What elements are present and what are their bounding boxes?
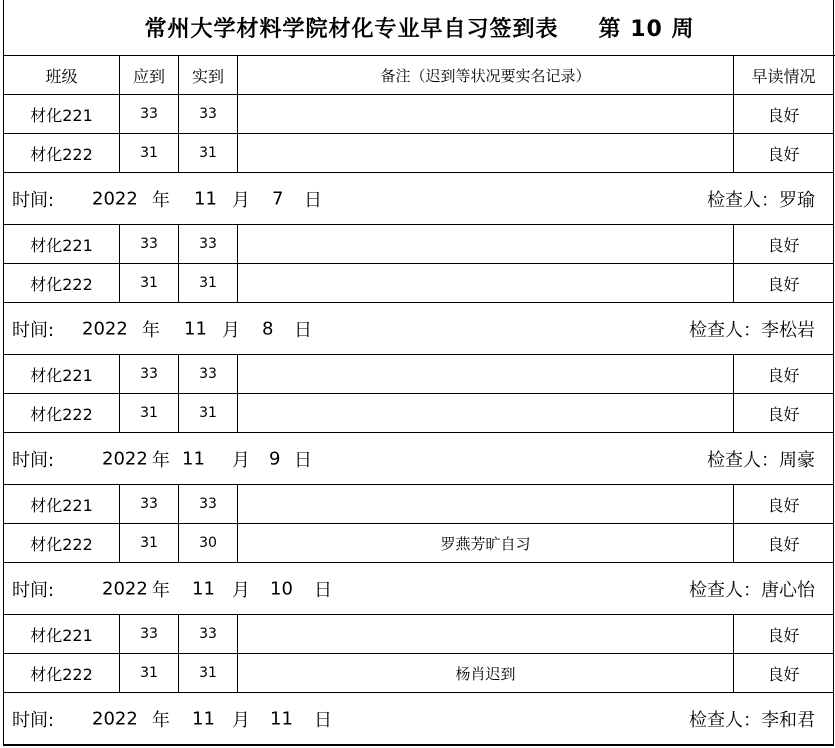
note-cell: 罗燕芳旷自习 bbox=[238, 524, 734, 562]
reading-cell: 良好 bbox=[767, 534, 800, 554]
due-cell: 31 bbox=[120, 654, 179, 692]
date-row bbox=[4, 173, 833, 225]
date-year: 2022 bbox=[102, 578, 148, 599]
date-day: 10 bbox=[270, 578, 293, 599]
due-cell: 33 bbox=[120, 225, 179, 263]
actual-cell: 30 bbox=[179, 524, 238, 562]
date-label: 时间: bbox=[12, 579, 55, 601]
table-row bbox=[4, 225, 833, 264]
date-month: 11 bbox=[192, 708, 215, 729]
table-row bbox=[4, 134, 833, 173]
date-year-unit: 年 bbox=[142, 319, 160, 341]
class-cell: 材化222 bbox=[4, 524, 120, 562]
reading-cell: 良好 bbox=[767, 365, 800, 385]
date-label: 时间: bbox=[12, 449, 55, 471]
sign-in-sheet bbox=[3, 0, 834, 746]
note-cell bbox=[238, 225, 734, 263]
date-year-unit: 年 bbox=[152, 709, 170, 731]
table-row bbox=[4, 355, 833, 394]
actual-cell: 33 bbox=[179, 355, 238, 393]
table-row bbox=[4, 95, 833, 134]
date-year-unit: 年 bbox=[152, 579, 170, 601]
actual-cell: 33 bbox=[179, 95, 238, 133]
date-month: 11 bbox=[194, 188, 217, 209]
due-cell: 33 bbox=[120, 355, 179, 393]
class-cell: 材化221 bbox=[4, 95, 120, 133]
actual-cell: 33 bbox=[179, 485, 238, 523]
reading-cell: 良好 bbox=[767, 144, 800, 164]
note-cell bbox=[238, 615, 734, 653]
reading-cell: 良好 bbox=[767, 274, 800, 294]
class-cell: 材化222 bbox=[4, 134, 120, 172]
table-row bbox=[4, 654, 833, 693]
inspector-label: 检查人：周豪 bbox=[707, 449, 815, 471]
date-label: 时间: bbox=[12, 189, 55, 211]
actual-cell: 31 bbox=[179, 134, 238, 172]
date-month-unit: 月 bbox=[232, 189, 250, 211]
date-day: 11 bbox=[270, 708, 293, 729]
actual-cell: 31 bbox=[179, 394, 238, 432]
due-cell: 33 bbox=[120, 95, 179, 133]
reading-cell: 良好 bbox=[767, 235, 800, 255]
date-row bbox=[4, 693, 833, 745]
date-day-unit: 日 bbox=[314, 709, 332, 731]
date-year-unit: 年 bbox=[152, 449, 170, 471]
date-year-unit: 年 bbox=[152, 189, 170, 211]
header-note: 备注（迟到等状况要实名记录） bbox=[238, 56, 734, 94]
table-row bbox=[4, 264, 833, 303]
due-cell: 31 bbox=[120, 134, 179, 172]
note-cell bbox=[238, 134, 734, 172]
title-week: 第 10 周 bbox=[598, 17, 695, 42]
due-cell: 33 bbox=[120, 485, 179, 523]
due-cell: 31 bbox=[120, 524, 179, 562]
date-year: 2022 bbox=[92, 708, 138, 729]
note-cell: 杨肖迟到 bbox=[238, 654, 734, 692]
date-month: 11 bbox=[192, 578, 215, 599]
note-cell bbox=[238, 264, 734, 302]
reading-cell: 良好 bbox=[767, 404, 800, 424]
header-due: 应到 bbox=[120, 56, 179, 94]
date-month-unit: 月 bbox=[232, 449, 250, 471]
class-cell: 材化221 bbox=[4, 355, 120, 393]
due-cell: 31 bbox=[120, 264, 179, 302]
date-year: 2022 bbox=[102, 448, 148, 469]
table-row bbox=[4, 485, 833, 524]
reading-cell: 良好 bbox=[767, 495, 800, 515]
date-year: 2022 bbox=[92, 188, 138, 209]
table-row bbox=[4, 615, 833, 654]
class-cell: 材化221 bbox=[4, 225, 120, 263]
date-month-unit: 月 bbox=[222, 319, 240, 341]
date-day-unit: 日 bbox=[294, 319, 312, 341]
header-reading: 早读情况 bbox=[751, 66, 816, 86]
note-cell bbox=[238, 485, 734, 523]
date-month-unit: 月 bbox=[232, 709, 250, 731]
class-cell: 材化222 bbox=[4, 264, 120, 302]
due-cell: 31 bbox=[120, 394, 179, 432]
table-row bbox=[4, 394, 833, 433]
date-month-unit: 月 bbox=[232, 579, 250, 601]
inspector-label: 检查人：唐心怡 bbox=[689, 579, 815, 601]
header-class: 班级 bbox=[4, 56, 120, 94]
date-day-unit: 日 bbox=[314, 579, 332, 601]
date-label: 时间: bbox=[12, 709, 55, 731]
header-actual: 实到 bbox=[179, 56, 238, 94]
class-cell: 材化222 bbox=[4, 654, 120, 692]
inspector-label: 检查人：李松岩 bbox=[689, 319, 815, 341]
date-day-unit: 日 bbox=[294, 449, 312, 471]
date-row bbox=[4, 563, 833, 615]
reading-cell: 良好 bbox=[767, 664, 800, 684]
date-month: 11 bbox=[184, 318, 207, 339]
class-cell: 材化221 bbox=[4, 615, 120, 653]
class-cell: 材化222 bbox=[4, 394, 120, 432]
date-day: 9 bbox=[269, 448, 281, 469]
due-cell: 33 bbox=[120, 615, 179, 653]
note-cell bbox=[238, 394, 734, 432]
table-row bbox=[4, 524, 833, 563]
date-day: 8 bbox=[262, 318, 274, 339]
date-month: 11 bbox=[182, 448, 205, 469]
reading-cell: 良好 bbox=[767, 625, 800, 645]
date-day: 7 bbox=[272, 188, 284, 209]
date-label: 时间: bbox=[12, 319, 55, 341]
date-year: 2022 bbox=[82, 318, 128, 339]
reading-cell: 良好 bbox=[767, 105, 800, 125]
header-row bbox=[4, 56, 833, 95]
note-cell bbox=[238, 95, 734, 133]
date-row bbox=[4, 433, 833, 485]
actual-cell: 31 bbox=[179, 654, 238, 692]
sheet-title bbox=[4, 0, 835, 56]
actual-cell: 31 bbox=[179, 264, 238, 302]
actual-cell: 33 bbox=[179, 225, 238, 263]
inspector-label: 检查人：李和君 bbox=[689, 709, 815, 731]
actual-cell: 33 bbox=[179, 615, 238, 653]
inspector-label: 检查人：罗瑜 bbox=[707, 189, 815, 211]
class-cell: 材化221 bbox=[4, 485, 120, 523]
date-day-unit: 日 bbox=[304, 189, 322, 211]
title-main: 常州大学材料学院材化专业早自习签到表 bbox=[144, 17, 559, 42]
note-cell bbox=[238, 355, 734, 393]
date-row bbox=[4, 303, 833, 355]
